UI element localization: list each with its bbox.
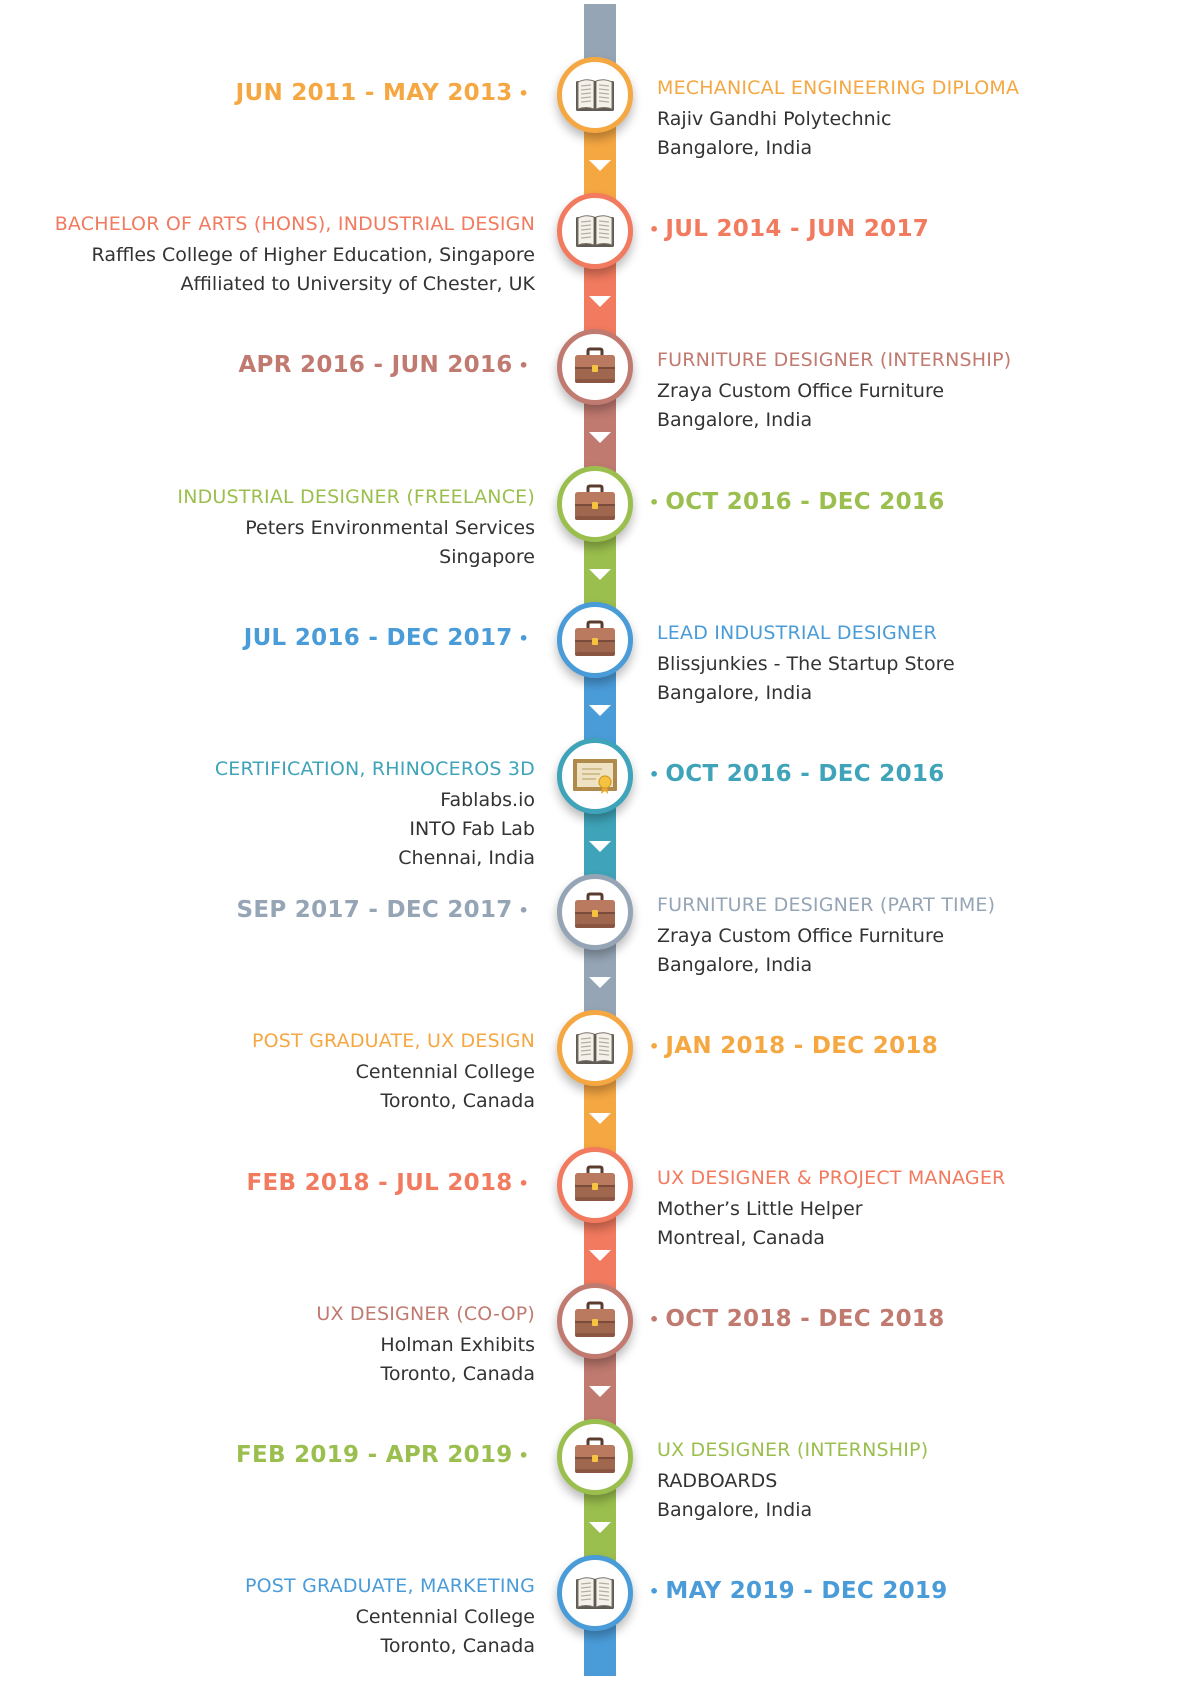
entry-detail-line: Montreal, Canada (657, 1226, 825, 1249)
entry-detail-line: Zraya Custom Office Furniture (657, 925, 945, 948)
entry-detail-line: Bangalore, India (657, 1499, 813, 1521)
entry-detail-line: Centennial College (355, 1061, 535, 1084)
briefcase-icon (569, 1295, 621, 1347)
bullet-dot-icon: • (649, 765, 666, 784)
timeline-date (649, 1578, 948, 1604)
bullet-dot-icon: • (649, 1037, 666, 1057)
briefcase-icon (569, 614, 621, 666)
chevron-down-icon (589, 160, 611, 171)
timeline-entry-details (245, 1574, 535, 1661)
chevron-down-icon (589, 569, 611, 580)
timeline-entry-details (215, 757, 535, 873)
entry-title: INDUSTRIAL DESIGNER (FREELANCE) (177, 485, 535, 508)
timeline-date (649, 761, 945, 787)
briefcase-icon (569, 478, 621, 530)
timeline-entry-details (657, 893, 995, 980)
timeline-date (236, 897, 529, 923)
entry-detail-line: Fablabs.io (440, 789, 535, 811)
timeline-node (557, 1283, 633, 1359)
certificate-icon (569, 750, 621, 802)
bullet-dot-icon: • (512, 1446, 529, 1465)
entry-detail-line: Peters Environmental Services (245, 516, 535, 539)
entry-detail-line: INTO Fab Lab (409, 818, 535, 840)
timeline-entry-details (657, 348, 1011, 435)
entry-title: BACHELOR OF ARTS (HONS), INDUSTRIAL DESIGN (54, 213, 535, 236)
timeline-node (557, 874, 633, 950)
book-icon (569, 1022, 621, 1074)
timeline-node (557, 1147, 633, 1223)
date-text: FEB 2018 - JUL 2018 (246, 1169, 513, 1196)
timeline-entry-details (657, 1438, 928, 1525)
timeline-node (557, 329, 633, 405)
chevron-down-icon (589, 1522, 611, 1533)
entry-detail-line: Bangalore, India (657, 137, 813, 159)
entry-detail-line: Bangalore, India (657, 681, 813, 704)
timeline-entry-details (177, 485, 535, 572)
book-icon (569, 1567, 621, 1619)
entry-title: LEAD INDUSTRIAL DESIGNER (657, 621, 937, 644)
entry-title: UX DESIGNER (CO-OP) (316, 1302, 535, 1325)
timeline-entry-details (316, 1302, 535, 1389)
entry-title: MECHANICAL ENGINEERING DIPLOMA (657, 77, 1020, 99)
timeline-node (557, 466, 633, 542)
entry-detail-line: Holman Exhibits (380, 1333, 535, 1356)
date-text: MAY 2019 - DEC 2019 (665, 1578, 948, 1605)
entry-title: UX DESIGNER & PROJECT MANAGER (657, 1166, 1006, 1189)
bullet-dot-icon: • (512, 901, 529, 921)
entry-detail-line: Centennial College (355, 1606, 535, 1629)
bullet-dot-icon: • (512, 1173, 529, 1193)
timeline-date (649, 216, 929, 242)
entry-detail-line: Mother’s Little Helper (657, 1197, 863, 1220)
timeline-node (557, 1555, 633, 1631)
date-text: OCT 2018 - DEC 2018 (665, 1305, 945, 1332)
timeline-node (557, 602, 633, 678)
timeline-node (557, 1010, 633, 1086)
entry-detail-line: Rajiv Gandhi Polytechnic (657, 108, 892, 130)
timeline-node (557, 193, 633, 269)
date-text: OCT 2016 - DEC 2016 (665, 761, 945, 787)
timeline-entry-details (55, 212, 535, 299)
bullet-dot-icon: • (512, 84, 529, 103)
timeline-entry-details (657, 76, 1019, 163)
timeline-date (649, 1033, 938, 1059)
bullet-dot-icon: • (512, 356, 529, 376)
entry-detail-line: Toronto, Canada (380, 1090, 535, 1113)
entry-detail-line: Bangalore, India (657, 954, 813, 977)
bullet-dot-icon: • (649, 492, 666, 512)
chevron-down-icon (589, 432, 611, 443)
chevron-down-icon (589, 705, 611, 716)
entry-detail-line: Bangalore, India (657, 409, 813, 432)
briefcase-icon (569, 1431, 621, 1483)
date-text: JUL 2014 - JUN 2017 (665, 216, 930, 243)
entry-title: POST GRADUATE, UX DESIGN (251, 1030, 535, 1053)
timeline-entry-details (252, 1029, 535, 1116)
date-text: JUN 2011 - MAY 2013 (235, 80, 513, 106)
timeline-node (557, 1419, 633, 1495)
entry-title: FURNITURE DESIGNER (INTERNSHIP) (657, 349, 1012, 372)
timeline-date (244, 625, 529, 651)
timeline-entry-details (657, 621, 955, 708)
timeline-date (649, 1306, 945, 1332)
chevron-down-icon (589, 1386, 611, 1397)
timeline-date (246, 1170, 529, 1196)
book-icon (569, 205, 621, 257)
chevron-down-icon (589, 841, 611, 852)
timeline-entry-details (657, 1166, 1005, 1253)
timeline-date (238, 352, 529, 378)
chevron-down-icon (589, 1113, 611, 1124)
briefcase-icon (569, 341, 621, 393)
briefcase-icon (569, 1159, 621, 1211)
book-icon (569, 69, 621, 121)
entry-title: POST GRADUATE, MARKETING (244, 1575, 535, 1598)
entry-detail-line: Toronto, Canada (380, 1635, 535, 1658)
bullet-dot-icon: • (649, 1309, 666, 1329)
entry-detail-line: Affiliated to University of Chester, UK (180, 273, 535, 296)
entry-detail-line: Toronto, Canada (380, 1362, 535, 1385)
entry-detail-line: Chennai, India (398, 847, 535, 869)
date-text: JAN 2018 - DEC 2018 (665, 1033, 938, 1060)
entry-detail-line: Singapore (439, 545, 535, 568)
date-text: FEB 2019 - APR 2019 (235, 1442, 513, 1468)
timeline-node (557, 57, 633, 133)
timeline-date (649, 489, 945, 515)
bullet-dot-icon: • (649, 1582, 666, 1602)
date-text: OCT 2016 - DEC 2016 (665, 488, 945, 515)
briefcase-icon (569, 886, 621, 938)
entry-detail-line: Zraya Custom Office Furniture (657, 380, 945, 403)
entry-title: FURNITURE DESIGNER (PART TIME) (657, 894, 996, 917)
date-text: SEP 2017 - DEC 2017 (236, 897, 513, 924)
timeline-date (236, 80, 529, 106)
entry-detail-line: Blissjunkies - The Startup Store (657, 652, 955, 675)
bullet-dot-icon: • (649, 220, 666, 240)
entry-title: CERTIFICATION, RHINOCEROS 3D (214, 758, 535, 780)
chevron-down-icon (589, 977, 611, 988)
timeline-node (557, 738, 633, 814)
date-text: JUL 2016 - DEC 2017 (243, 624, 513, 651)
chevron-down-icon (589, 1250, 611, 1261)
bullet-dot-icon: • (512, 628, 529, 648)
date-text: APR 2016 - JUN 2016 (238, 352, 513, 379)
chevron-down-icon (589, 296, 611, 307)
entry-detail-line: Raffles College of Higher Education, Singapore (91, 244, 535, 267)
timeline-date (236, 1442, 529, 1468)
entry-title: UX DESIGNER (INTERNSHIP) (657, 1439, 929, 1461)
entry-detail-line: RADBOARDS (657, 1470, 778, 1492)
